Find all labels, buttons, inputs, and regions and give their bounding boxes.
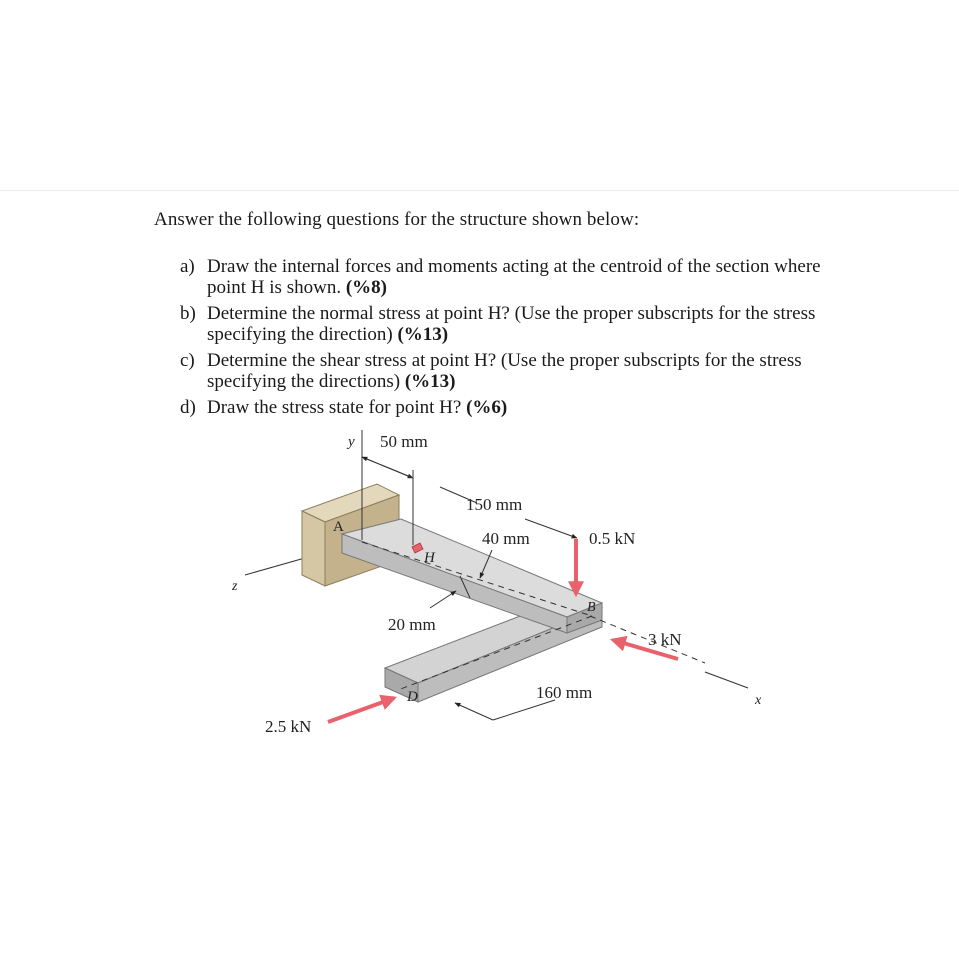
question-label: b) xyxy=(180,303,196,324)
axis-z-label: z xyxy=(232,579,238,594)
dim-20-label: 20 mm xyxy=(388,615,436,634)
point-d-label: D xyxy=(407,689,418,705)
bar-segment-main xyxy=(342,519,602,633)
question-weight: (%6) xyxy=(466,397,508,418)
question-weight: (%13) xyxy=(397,324,449,345)
question-text: Draw the stress state for point H? xyxy=(207,397,462,418)
axis-x-label: x xyxy=(755,693,762,708)
force-arrow-25kn xyxy=(328,698,394,722)
point-a-label: A xyxy=(333,519,344,535)
point-b-label: B xyxy=(587,600,596,615)
intro-text: Answer the following questions for the structure shown below: xyxy=(154,209,640,230)
question-weight: (%13) xyxy=(404,371,456,392)
question-text: Draw the internal forces and moments acting at the centroid of the section where point H is shown. xyxy=(207,256,821,298)
question-label: c) xyxy=(180,350,195,371)
x-axis-line xyxy=(705,672,748,688)
question-text: Determine the normal stress at point H? (Use the proper subscripts for the stress specifying the direction) xyxy=(207,303,816,345)
force-25-label: 2.5 kN xyxy=(265,717,312,736)
question-text: Determine the shear stress at point H? (Use the proper subscripts for the stress specifying the directions) xyxy=(207,350,802,392)
dim-160-label: 160 mm xyxy=(536,683,593,702)
axis-y-label: y xyxy=(348,434,355,450)
dim-50-label: 50 mm xyxy=(380,432,428,451)
dim-40-label: 40 mm xyxy=(482,529,530,548)
point-h-label: H xyxy=(424,550,435,566)
force-05-label: 0.5 kN xyxy=(589,529,636,548)
question-label: d) xyxy=(180,397,196,418)
force-3-label: 3 kN xyxy=(648,630,682,649)
dim-150-label: 150 mm xyxy=(466,495,523,514)
question-label: a) xyxy=(180,256,195,277)
question-weight: (%8) xyxy=(345,277,387,298)
